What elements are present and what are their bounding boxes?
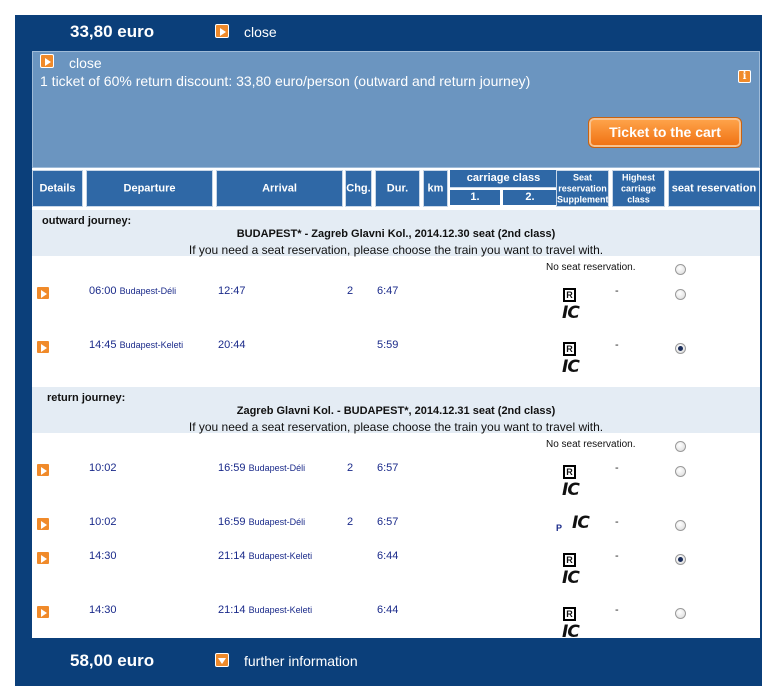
highest-class-value: - bbox=[615, 516, 619, 528]
column-header-seat-reservation bbox=[668, 170, 760, 207]
header-label: seat reservation bbox=[671, 182, 757, 194]
reservation-required-icon: R bbox=[563, 465, 576, 479]
duration: 6:57 bbox=[377, 462, 399, 474]
arrival-time: 12:47 bbox=[218, 285, 246, 297]
bottom-price-bar bbox=[15, 644, 762, 680]
duration: 6:47 bbox=[377, 285, 399, 297]
reservation-required-icon: R bbox=[563, 607, 576, 621]
further-information-link[interactable]: further information bbox=[244, 653, 358, 669]
column-header-duration bbox=[375, 170, 420, 207]
column-header-details bbox=[32, 170, 83, 207]
header-label: Dur. bbox=[386, 182, 409, 194]
column-header-arrival bbox=[216, 170, 343, 207]
outward-hint: If you need a seat reservation, please choose the train you want to travel with. bbox=[188, 243, 604, 257]
intercity-train-icon: IC bbox=[572, 513, 589, 533]
return-route: Zagreb Glavni Kol. - BUDAPEST*, 2014.12.31 seat (2nd class) bbox=[236, 405, 556, 417]
header-label: Chg. bbox=[346, 182, 371, 194]
seat-reservation-radio[interactable] bbox=[675, 520, 686, 531]
arr-time-text: 21:14 bbox=[218, 550, 246, 562]
offer-details-panel bbox=[32, 51, 760, 642]
dep-station-text: Budapest-Déli bbox=[119, 286, 177, 296]
info-icon[interactable]: i bbox=[738, 70, 751, 83]
arr-station-text: Budapest-Keleti bbox=[248, 551, 313, 561]
details-arrow-icon[interactable] bbox=[36, 463, 50, 477]
duration: 6:57 bbox=[377, 516, 399, 528]
fare-info-box bbox=[32, 51, 760, 168]
arr-time-text: 16:59 bbox=[218, 516, 246, 528]
dep-time-text: 14:45 bbox=[89, 339, 117, 351]
header-label: Highest carriage class bbox=[620, 172, 657, 204]
arrival-time bbox=[218, 462, 305, 474]
departure-time: 10:02 bbox=[89, 462, 117, 474]
seat-reservation-radio[interactable] bbox=[675, 554, 686, 565]
seat-reservation-radio[interactable] bbox=[675, 343, 686, 354]
class-1-label: 1. bbox=[450, 190, 500, 205]
reservation-required-icon: R bbox=[563, 553, 576, 567]
return-journey-section bbox=[32, 387, 760, 433]
close-toggle-link[interactable]: close bbox=[244, 24, 277, 40]
arr-station-text: Budapest-Déli bbox=[248, 517, 306, 527]
header-label: Seat reservation Supplement bbox=[557, 172, 609, 204]
header-label: Details bbox=[39, 182, 76, 194]
close-arrow-icon[interactable] bbox=[40, 54, 54, 68]
outward-heading: outward journey: bbox=[42, 215, 132, 227]
details-arrow-icon[interactable] bbox=[36, 286, 50, 300]
departure-time bbox=[89, 339, 183, 351]
carriage-class-label: carriage class bbox=[450, 170, 557, 188]
dep-time-text: 06:00 bbox=[89, 285, 117, 297]
departure-time: 14:30 bbox=[89, 550, 117, 562]
changes-count: 2 bbox=[347, 285, 354, 297]
return-heading: return journey: bbox=[47, 392, 126, 404]
intercity-train-icon: IC bbox=[562, 357, 579, 377]
outward-no-seat-radio[interactable] bbox=[675, 264, 686, 275]
header-label: km bbox=[427, 182, 444, 194]
details-arrow-icon[interactable] bbox=[36, 605, 50, 619]
departure-time: 14:30 bbox=[89, 604, 117, 616]
ticket-to-cart-button[interactable]: Ticket to the cart bbox=[588, 117, 742, 148]
price-label: 58,00 euro bbox=[70, 651, 155, 670]
intercity-train-icon: IC bbox=[562, 568, 579, 588]
seat-reservation-radio[interactable] bbox=[675, 608, 686, 619]
details-arrow-icon[interactable] bbox=[36, 551, 50, 565]
intercity-train-icon: IC bbox=[562, 303, 579, 323]
info-close-link[interactable]: close bbox=[69, 55, 102, 71]
seat-reservation-radio[interactable] bbox=[675, 289, 686, 300]
column-header-seat-res-supplement bbox=[556, 170, 609, 207]
return-no-seat-label: No seat reservation. bbox=[546, 439, 636, 450]
column-header-carriage-class bbox=[450, 170, 557, 207]
highest-class-value: - bbox=[615, 285, 619, 297]
intercity-train-icon: IC bbox=[562, 480, 579, 500]
top-price-bar bbox=[15, 15, 762, 51]
duration: 6:44 bbox=[377, 604, 399, 616]
header-label: Departure bbox=[123, 182, 176, 194]
column-header-highest-class bbox=[612, 170, 665, 207]
column-header-km bbox=[423, 170, 448, 207]
outward-route: BUDAPEST* - Zagreb Glavni Kol., 2014.12.30 seat (2nd class) bbox=[236, 228, 556, 240]
departure-time: 10:02 bbox=[89, 516, 117, 528]
arrival-time bbox=[218, 550, 312, 562]
reservation-required-icon: R bbox=[563, 342, 576, 356]
arrival-time bbox=[218, 516, 305, 528]
column-header-departure bbox=[86, 170, 213, 207]
arrival-time bbox=[218, 604, 312, 616]
seat-reservation-radio[interactable] bbox=[675, 466, 686, 477]
departure-time bbox=[89, 285, 176, 297]
highest-class-value: - bbox=[615, 604, 619, 616]
arr-station-text: Budapest-Déli bbox=[248, 463, 306, 473]
outward-journey-section bbox=[32, 210, 760, 256]
details-arrow-icon[interactable] bbox=[36, 340, 50, 354]
close-toggle-icon[interactable] bbox=[215, 24, 229, 38]
changes-count: 2 bbox=[347, 516, 354, 528]
dep-station-text: Budapest-Keleti bbox=[119, 340, 184, 350]
expand-toggle-icon[interactable] bbox=[215, 653, 229, 667]
return-hint: If you need a seat reservation, please choose the train you want to travel with. bbox=[188, 420, 604, 434]
changes-count: 2 bbox=[347, 462, 354, 474]
column-header-changes bbox=[345, 170, 372, 207]
highest-class-value: - bbox=[615, 462, 619, 474]
highest-class-value: - bbox=[615, 550, 619, 562]
duration: 6:44 bbox=[377, 550, 399, 562]
p-mark: P bbox=[556, 523, 563, 533]
arr-time-text: 16:59 bbox=[218, 462, 246, 474]
return-no-seat-radio[interactable] bbox=[675, 441, 686, 452]
price-label: 33,80 euro bbox=[70, 22, 155, 41]
reservation-required-icon: R bbox=[563, 288, 576, 302]
outward-no-seat-label: No seat reservation. bbox=[546, 262, 636, 273]
details-arrow-icon[interactable] bbox=[36, 517, 50, 531]
highest-class-value: - bbox=[615, 339, 619, 351]
arr-time-text: 21:14 bbox=[218, 604, 246, 616]
arr-station-text: Budapest-Keleti bbox=[248, 605, 313, 615]
header-label: Arrival bbox=[262, 182, 297, 194]
duration: 5:59 bbox=[377, 339, 399, 351]
ticket-offer-frame bbox=[15, 15, 762, 686]
class-2-label: 2. bbox=[503, 190, 557, 205]
arrival-time: 20:44 bbox=[218, 339, 246, 351]
fare-description: 1 ticket of 60% return discount: 33,80 euro/person (outward and return journey) bbox=[40, 73, 531, 89]
intercity-train-icon: IC bbox=[562, 622, 579, 642]
